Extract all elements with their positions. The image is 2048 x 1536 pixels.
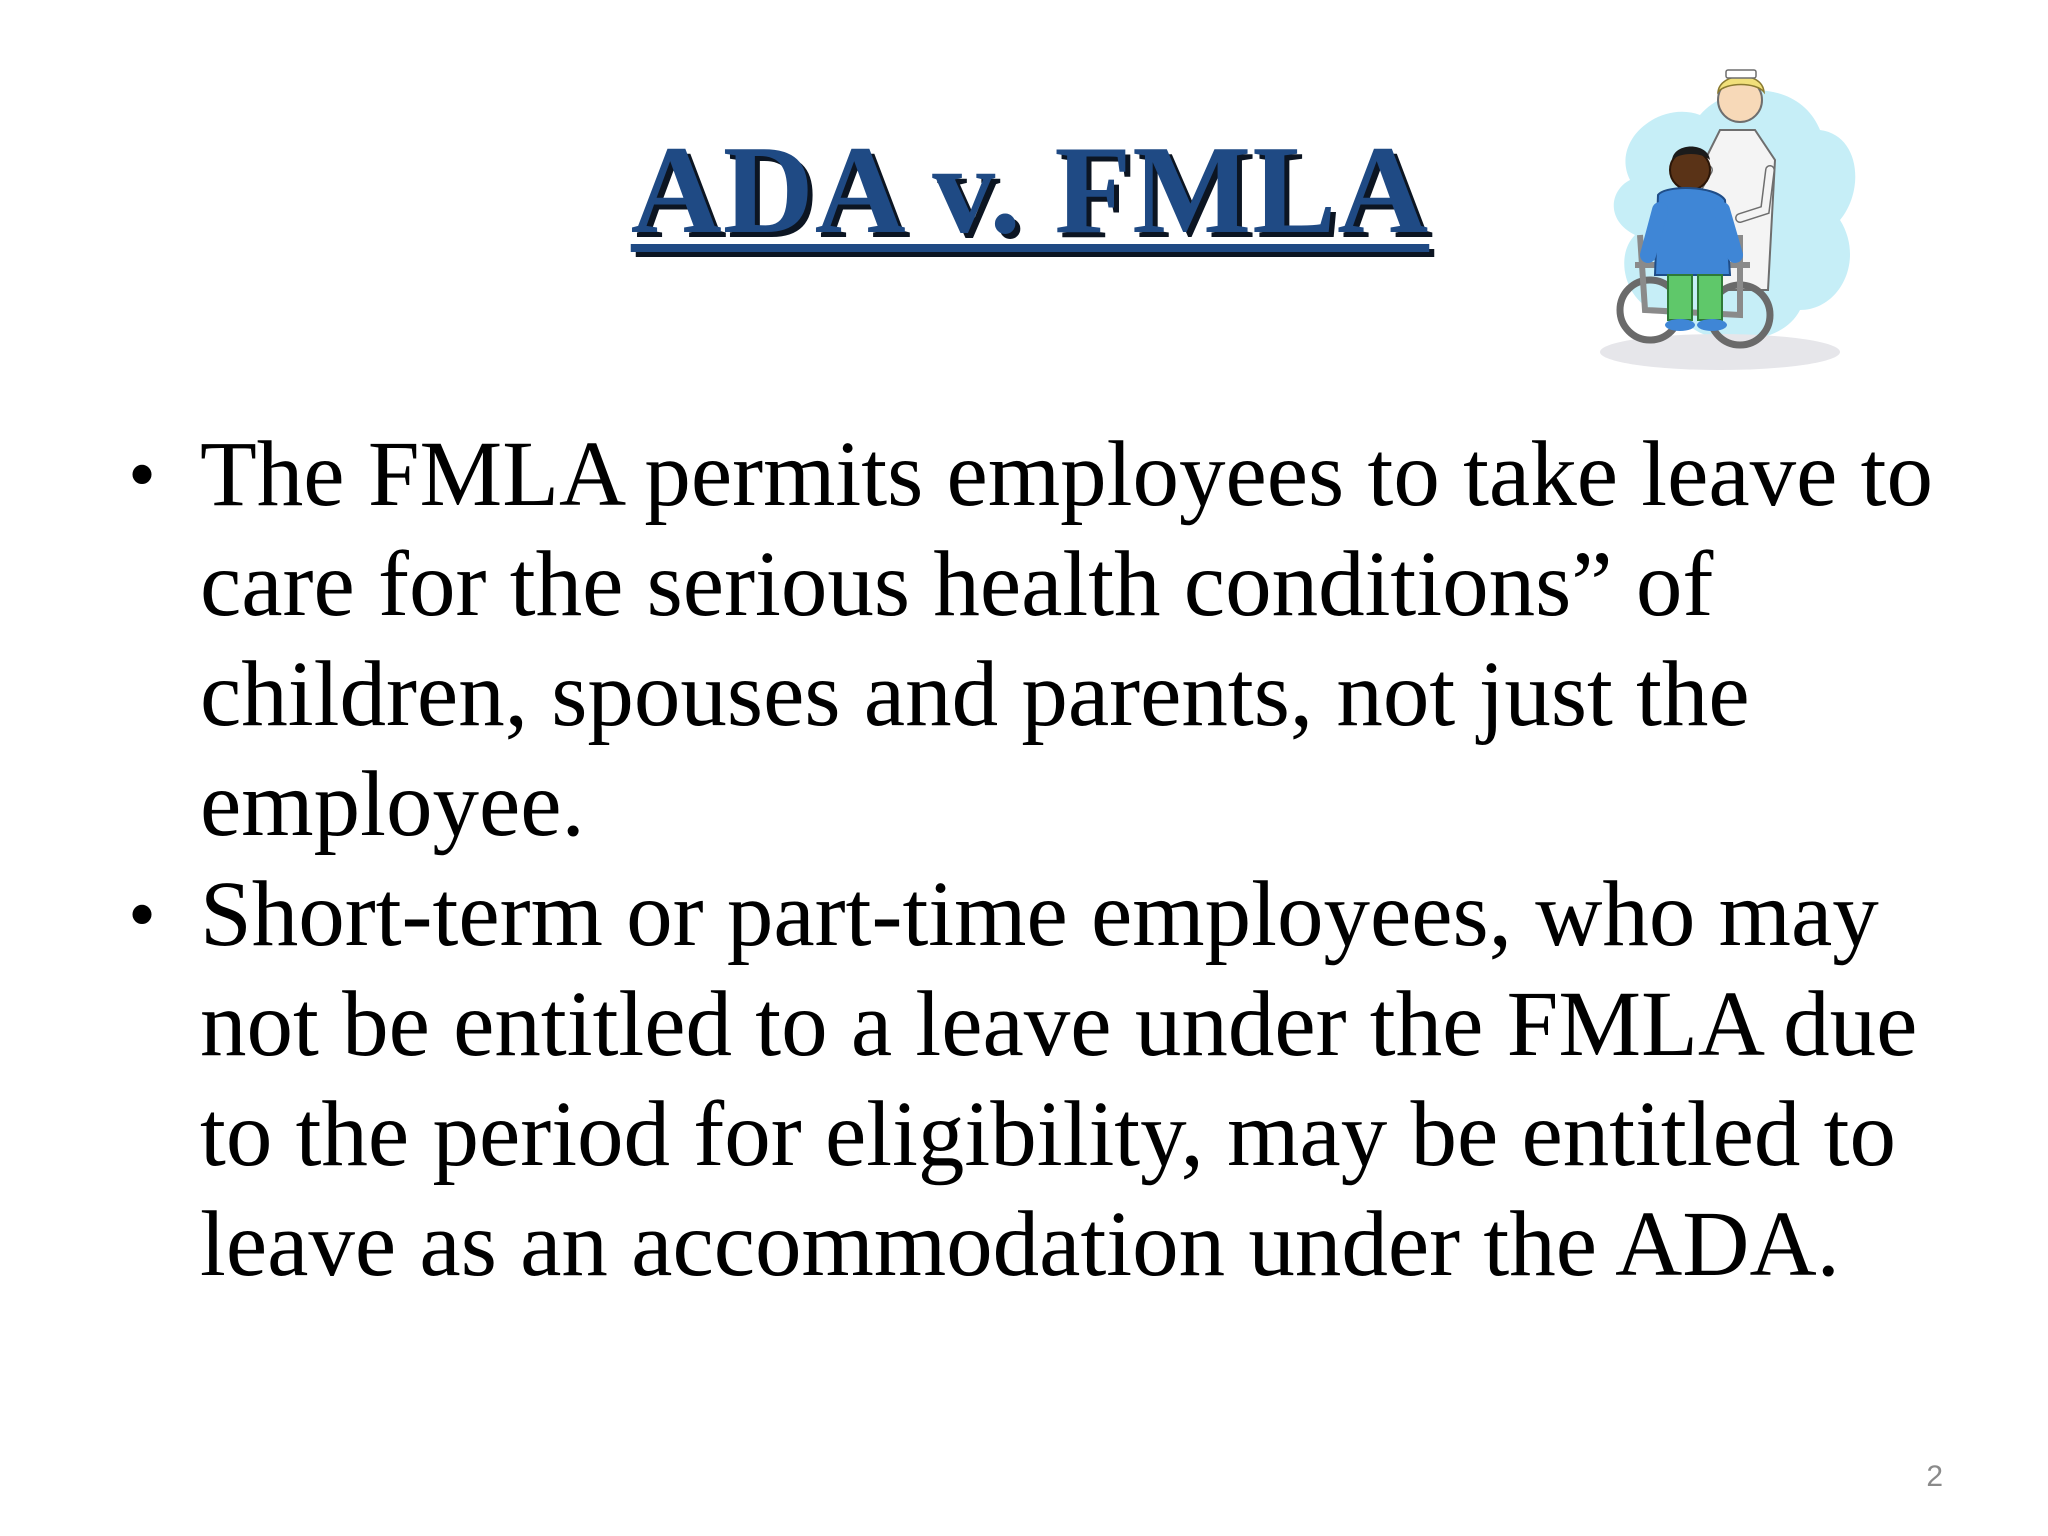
bullet-list xyxy=(120,420,1950,1300)
bullet-item xyxy=(120,420,1950,860)
nurse-wheelchair-illustration xyxy=(1590,60,1870,390)
page-number: 2 xyxy=(1926,1460,1943,1493)
slide-title: ADA v. FMLA xyxy=(630,121,1430,260)
bullet-marker: • xyxy=(128,871,157,959)
bullet-text: The FMLA permits employees to take leave to care for the serious health conditions” of children, spouses and parents, not just the employee. xyxy=(200,423,1933,856)
bullet-marker: • xyxy=(128,431,157,519)
bullet-item xyxy=(120,860,1950,1300)
bullet-text: Short-term or part-time employees, who may not be entitled to a leave under the FMLA due to the period for eligibility, may be entitled to leave as an accommodation under the ADA. xyxy=(200,863,1918,1296)
